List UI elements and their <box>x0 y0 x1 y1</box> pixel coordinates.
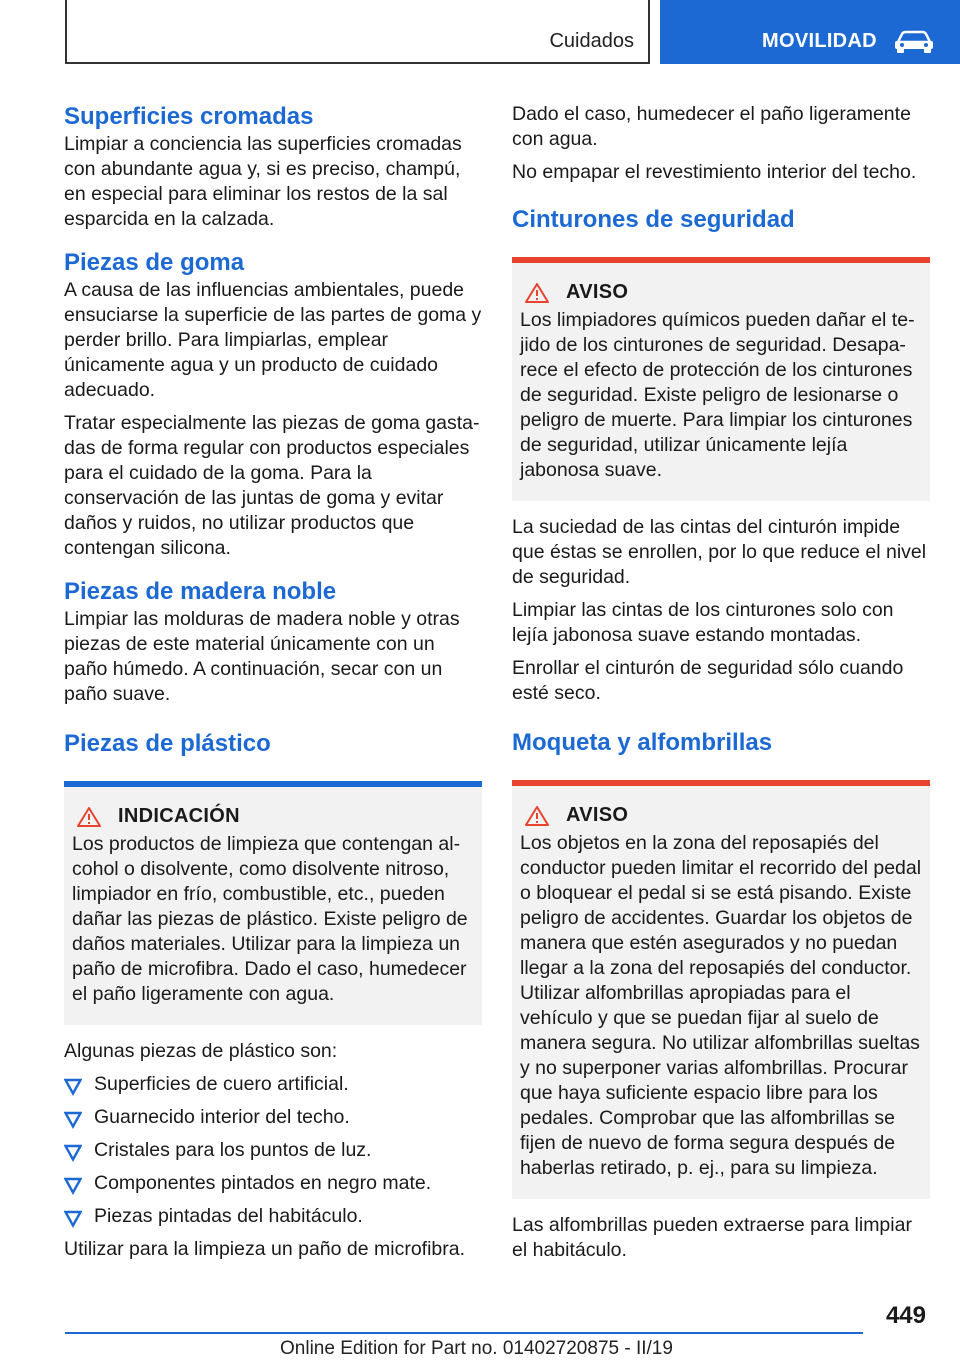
heading-carpets: Moqueta y alfombrillas <box>512 729 773 756</box>
heading-seat-belts: Cinturones de seguridad <box>512 206 795 233</box>
car-icon <box>892 29 936 53</box>
list-item: Superficies de cuero artificial. <box>64 1072 482 1097</box>
paragraph: Las alfombrillas pueden extraerse para limpiar el habitáculo. <box>512 1214 912 1261</box>
list-item: Componentes pintados en negro mate. <box>64 1171 482 1196</box>
notice-title: INDICACIÓN <box>118 805 240 827</box>
paragraph: Limpiar las molduras de madera noble y otras piezas de este material únicamente con un paño húmedo. A continuación, secar con un paño suave. <box>64 608 460 705</box>
paragraph: Tratar especialmente las piezas de goma gastadas de forma regular con productos especiales para el cuidado de la goma. Para la conservación de las juntas de goma y evitar daños y ruidos, no utilizar productos que contengan silicona. <box>64 412 480 559</box>
heading-plastic-parts: Piezas de plástico <box>64 730 271 757</box>
heading-rubber-parts: Piezas de goma <box>64 249 245 276</box>
bullet-triangle-icon <box>64 1111 82 1130</box>
list-item: Piezas pintadas del habitáculo. <box>64 1204 482 1229</box>
bullet-triangle-icon <box>64 1210 82 1229</box>
warning-title: AVISO <box>566 804 629 826</box>
paragraph: Limpiar a conciencia las superficies cromadas con abundante agua y, si es preciso, champú, en especial para eliminar los restos de la sal esparcida en la calzada. <box>64 133 462 230</box>
bullet-triangle-icon <box>64 1177 82 1196</box>
heading-chrome-surfaces: Superficies cromadas <box>64 103 314 130</box>
warning-box <box>512 257 930 501</box>
footer-divider <box>65 1332 863 1334</box>
edition-note: Online Edition for Part no. 01402720875 - II/19 <box>280 1338 673 1359</box>
paragraph: Utilizar para la limpieza un paño de microfibra. <box>64 1238 466 1260</box>
heading-wood-parts: Piezas de madera noble <box>64 578 337 605</box>
paragraph: Limpiar las cintas de los cinturones solo con lejía jabonosa suave estando montadas. <box>512 599 894 646</box>
section-title: Cuidados <box>549 30 634 52</box>
warning-title: AVISO <box>566 281 629 303</box>
paragraph: No empapar el revestimiento interior del techo. <box>512 161 917 183</box>
paragraph: Dado el caso, humedecer el paño ligeramente con agua. <box>512 103 911 150</box>
plastic-parts-list <box>64 1072 482 1229</box>
list-item: Cristales para los puntos de luz. <box>64 1138 482 1163</box>
chapter-label: MOVILIDAD <box>762 30 877 52</box>
paragraph: A causa de las influencias ambientales, puede ensuciarse la superficie de las partes de goma y perder brillo. Para limpiarlas, emplear únicamente agua y un producto de cuidado adecuado. <box>64 279 482 401</box>
warning-triangle-icon <box>524 282 550 304</box>
paragraph: Algunas piezas de plástico son: <box>64 1040 338 1062</box>
warning-text: Los limpiadores químicos pueden dañar el tejido de los cinturones de seguridad. Desaparece el efecto de protección de los cinturones de seguridad. Existe peligro de lesionarse o peligro de muerte. Para limpiar los cinturones de seguridad, utilizar únicamente lejía jabonosa suave. <box>520 309 915 481</box>
page-number: 449 <box>885 1302 926 1329</box>
paragraph: Enrollar el cinturón de seguridad sólo cuando esté seco. <box>512 657 904 704</box>
notice-box <box>64 781 482 1025</box>
warning-text: Los objetos en la zona del reposapiés del conductor pueden limitar el recorrido del pedal o bloquear el pedal si se está pisando. Existe peligro de accidentes. Guardar los objetos de manera que estén asegurados y no puedan llegar a la zona del reposapiés del conductor. Utilizar alfombrillas apropiadas para el vehículo y que se puedan fijar al suelo de manera segura. No utilizar alfombrillas sueltas y no superponer varias alfombrillas. Procurar que haya suficiente espacio libre para los pedales. Comprobar que las alfombrillas se fijen de nuevo de forma segura después de haberlas retirado, p. ej., para su limpieza. <box>520 832 922 1179</box>
chapter-tab[interactable] <box>660 0 960 64</box>
list-item: Guarnecido interior del techo. <box>64 1105 482 1130</box>
notice-text: Los productos de limpieza que contengan alcohol o disolvente, como disolvente nitroso, limpiador en frío, combustible, etc., pueden dañar las piezas de plástico. Existe peligro de daños materiales. Utilizar para la limpieza un paño de microfibra. Dado el caso, humedecer el paño ligeramente con agua. <box>72 833 468 1005</box>
bullet-triangle-icon <box>64 1078 82 1097</box>
right-column <box>512 102 930 1263</box>
paragraph: La suciedad de las cintas del cinturón impide que éstas se enrollen, por lo que reduce el nivel de seguridad. <box>512 516 927 588</box>
header-section-box <box>65 0 650 64</box>
left-column <box>64 102 482 1262</box>
warning-box <box>512 780 930 1199</box>
warning-triangle-icon <box>76 806 102 828</box>
warning-triangle-icon <box>524 805 550 827</box>
bullet-triangle-icon <box>64 1144 82 1163</box>
